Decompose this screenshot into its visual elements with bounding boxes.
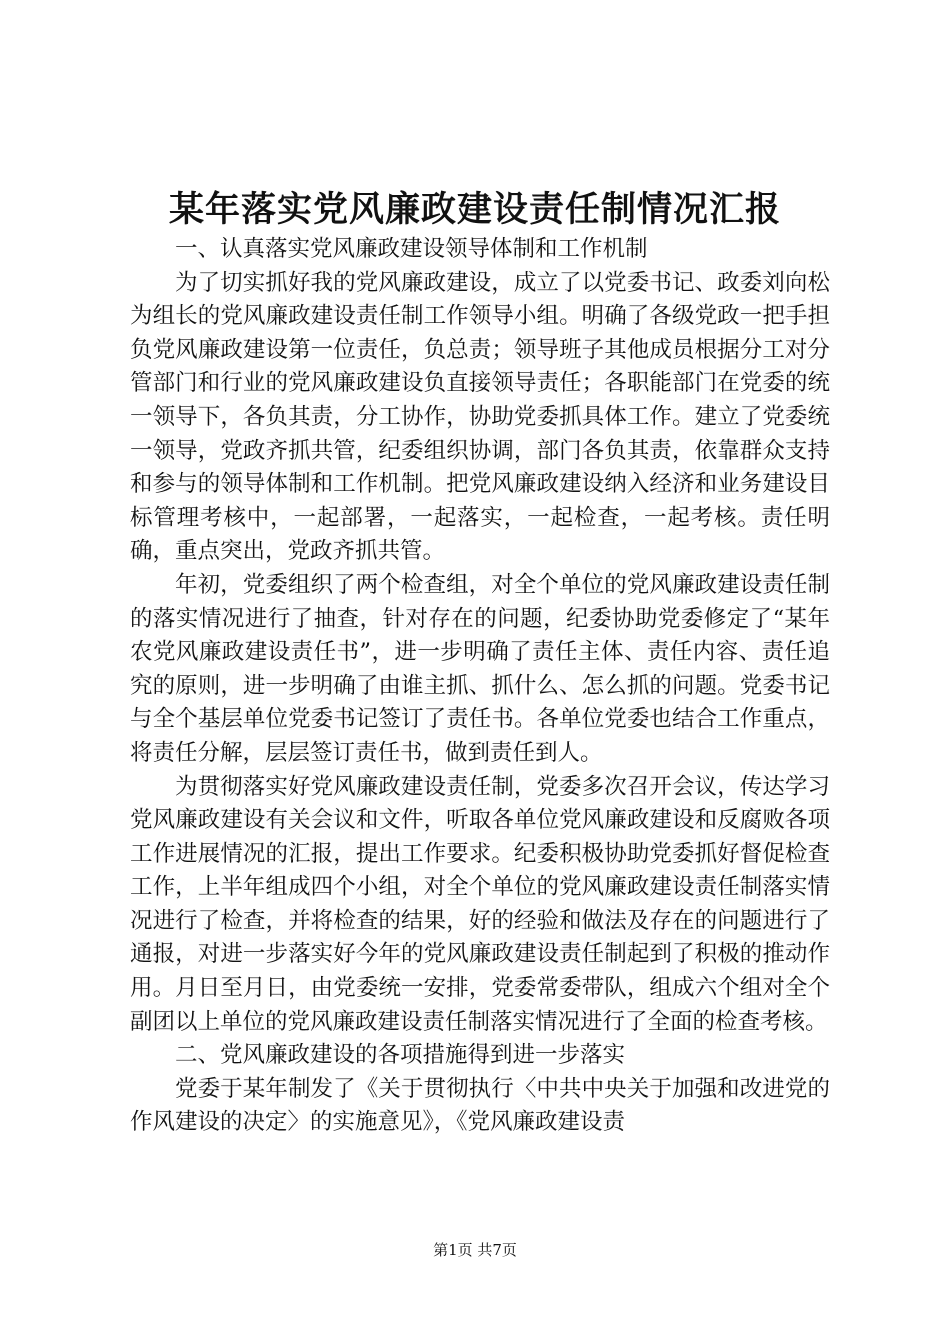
paragraph-1: 为了切实抓好我的党风廉政建设，成立了以党委书记、政委刘向松为组长的党风廉政建设责任制工作领导小组。明确了各级党政一把手担负党风廉政建设第一位责任，负总责；领导班子其他成员根据分工对分管部门和行业的党风廉政建设负直接领导责任；各职能部门在党委的统一领导下，各负其责，分工协作，协助党委抓具体工作。建立了党委统一领导，党政齐抓共管，纪委组织协调，部门各负其责，依靠群众支持和参与的领导体制和工作机制。把党风廉政建设纳入经济和业务建设目标管理考核中，一起部署，一起落实，一起检查，一起考核。责任明确，重点突出，党政齐抓共管。 [130, 269, 830, 565]
paragraph-3: 为贯彻落实好党风廉政建设责任制，党委多次召开会议，传达学习党风廉政建设有关会议和文件，听取各单位党风廉政建设和反腐败各项工作进展情况的汇报，提出工作要求。纪委积极协助党委抓好督促检查工作，上半年组成四个小组，对全个单位的党风廉政建设责任制落实情况进行了检查，并将检查的结果，好的经验和做法及存在的问题进行了通报，对进一步落实好今年的党风廉政建设责任制起到了积极的推动作用。月日至月日，由党委统一安排，党委常委带队，组成六个组对全个副团以上单位的党风廉政建设责任制落实情况进行了全面的检查考核。 [130, 773, 830, 1035]
paragraph-4: 党委于某年制发了《关于贯彻执行〈中共中央关于加强和改进党的作风建设的决定〉的实施意见》，《党风廉政建设责 [130, 1075, 830, 1136]
document-title: 某年落实党风廉政建设责任制情况汇报 [168, 189, 781, 230]
section-heading-1: 一、认真落实党风廉政建设领导体制和工作机制 [175, 236, 648, 262]
paragraph-2: 年初，党委组织了两个检查组，对全个单位的党风廉政建设责任制的落实情况进行了抽查，针对存在的问题，纪委协助党委修定了“某年农党风廉政建设责任书”，进一步明确了责任主体、责任内容、责任追究的原则，进一步明确了由谁主抓、抓什么、怎么抓的问题。党委书记与全个基层单位党委书记签订了责任书。各单位党委也结合工作重点，将责任分解，层层签订责任书，做到责任到人。 [130, 571, 830, 766]
document-body [130, 233, 830, 1140]
page-footer: 第1页 共7页 [433, 1241, 517, 1259]
section-heading-2: 二、党风廉政建设的各项措施得到进一步落实 [175, 1042, 626, 1069]
